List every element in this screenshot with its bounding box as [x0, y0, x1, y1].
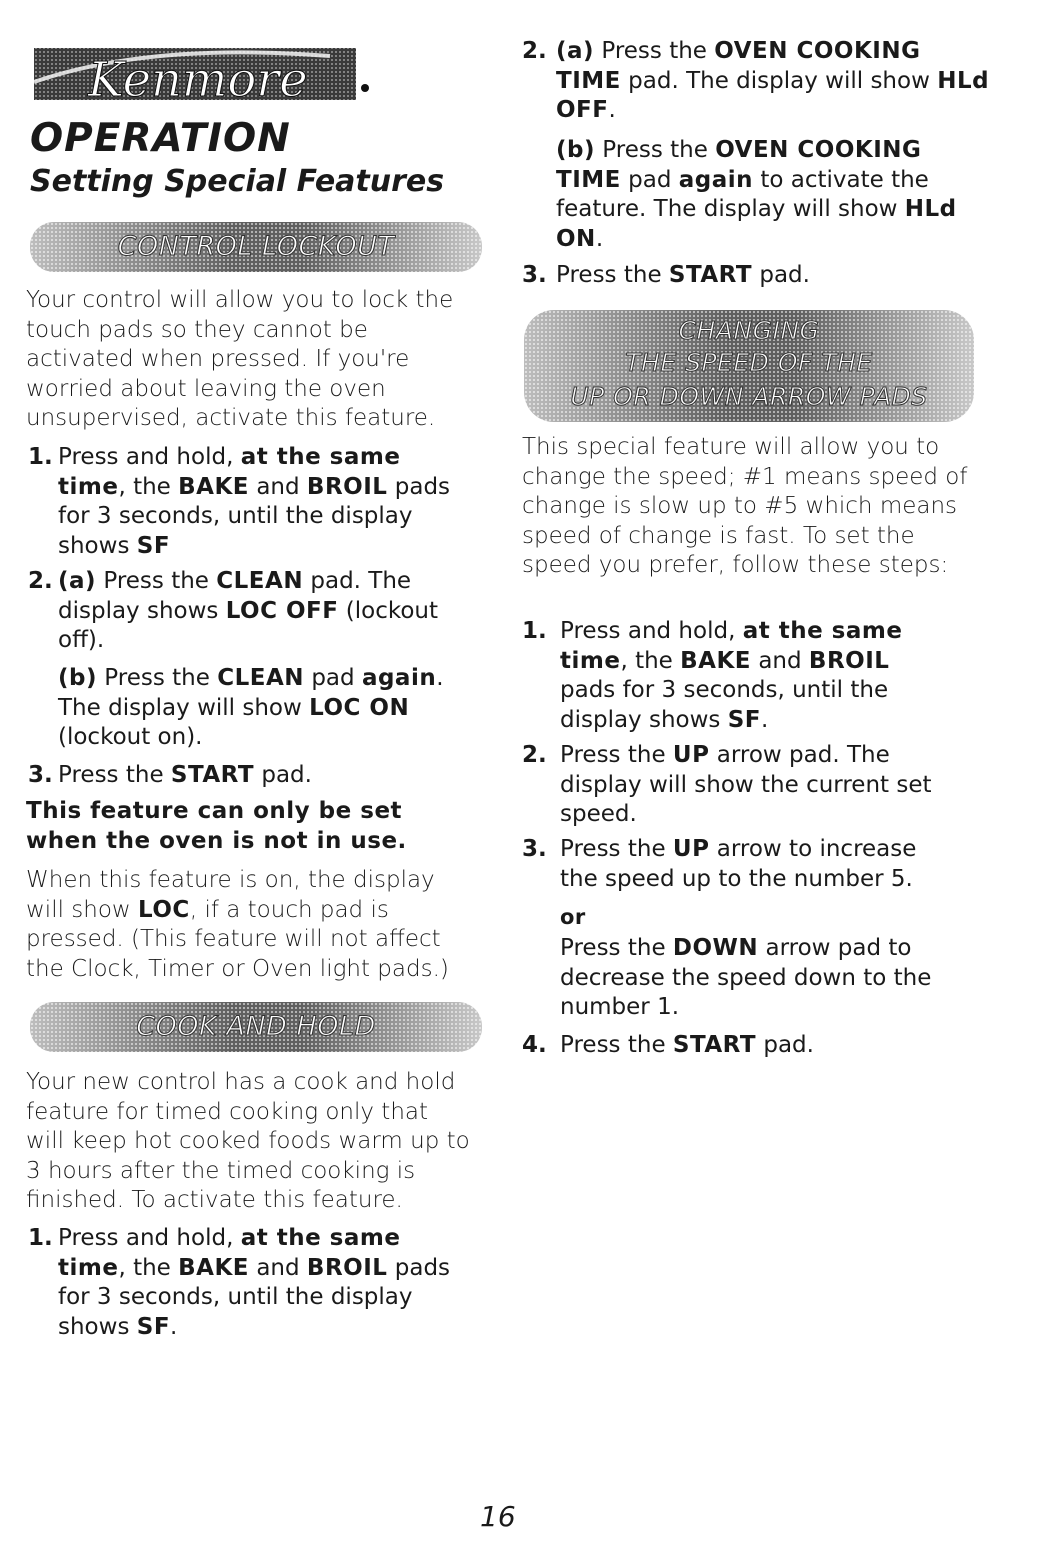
step-text: Press and hold, [560, 618, 743, 644]
step-number: 3. [522, 262, 547, 288]
control-lockout-banner-text: CONTROL LOCKOUT [117, 231, 395, 262]
step-number: 1. [28, 1225, 53, 1251]
step-number: 3. [522, 836, 547, 862]
step-text: pad. The display will show [620, 67, 938, 94]
step-text: to activate the feature. The display will show [556, 166, 929, 222]
step-text: Press the [58, 762, 171, 788]
step-text: pad. [752, 262, 810, 288]
display-code: SF [136, 1313, 171, 1340]
step-text: Press the [560, 1032, 673, 1058]
change-speed-banner-line-3: UP OR DOWN ARROW PADS [570, 382, 928, 411]
step-text: pad. [756, 1032, 814, 1058]
lockout-note [26, 866, 466, 984]
note-text: When this feature is on, the display will show [26, 867, 435, 923]
cookhold-step-2a [522, 37, 992, 126]
start-pad-label: START [672, 1032, 757, 1058]
step-emphasis: again [678, 166, 754, 193]
up-pad-label: UP [672, 836, 710, 862]
step-text: Press the [595, 137, 716, 163]
oven-cooking-time-pad-label: OVEN COOKING TIME [556, 137, 922, 193]
lockout-intro: Your control will allow you to lock the touch pads so they cannot be activated when pressed. If you're worried about leaving the oven unsupervised, activate this feature. [26, 287, 454, 431]
page-title: OPERATION [30, 116, 291, 161]
step-text: . [170, 1313, 178, 1340]
speed-step-1 [522, 617, 942, 735]
logo-registered-dot [361, 84, 369, 92]
cookhold-step-2b [556, 136, 986, 254]
oven-cooking-time-pad-label: OVEN COOKING TIME [556, 38, 921, 94]
step-number: 1. [28, 444, 53, 470]
lockout-step-1 [28, 443, 458, 561]
lockout-warning: This feature can only be set when the oven is not in use. [26, 798, 407, 854]
cookhold-intro: Your new control has a cook and hold feature for timed cooking only that will keep hot cooked foods warm up to 3 hours after the timed cooking is finished. To activate this feature. [26, 1069, 470, 1213]
cook-and-hold-banner [30, 1002, 482, 1052]
step-text: . [761, 706, 769, 733]
up-pad-label: UP [672, 742, 710, 768]
substep-label: (b) [58, 665, 97, 691]
step-text: Press the [560, 935, 673, 961]
step-text: Press and hold, [58, 444, 241, 470]
step-text: and [249, 473, 307, 500]
clean-pad-label: CLEAN [216, 568, 304, 594]
broil-pad-label: BROIL [808, 647, 890, 674]
page-number: 16 [480, 1500, 516, 1533]
step-text: Press the [594, 38, 715, 64]
step-text: pad. [254, 762, 312, 788]
step-text: . [608, 97, 616, 123]
step-text: Press the [560, 742, 673, 768]
start-pad-label: START [170, 762, 255, 788]
lockout-step-2a [28, 567, 468, 656]
kenmore-logo [30, 42, 360, 106]
substep-label: (b) [556, 137, 595, 163]
broil-pad-label: BROIL [306, 1254, 388, 1281]
step-emphasis: again [361, 665, 437, 691]
speed-step-or: or [560, 905, 586, 929]
cookhold-step-3 [522, 261, 992, 291]
display-code: HLd OFF [556, 67, 990, 123]
step-emphasis: at the same time [58, 444, 401, 500]
step-text: , the [118, 1254, 179, 1281]
step-number: 2. [522, 38, 547, 64]
step-text: arrow pad to decrease the speed down to the number 1. [560, 935, 932, 1020]
step-text: . The display will show [58, 665, 444, 721]
step-text: pad [620, 166, 679, 193]
step-emphasis: at the same time [58, 1225, 401, 1281]
lockout-step-2b [58, 664, 468, 753]
step-text: and [751, 647, 809, 674]
step-text: Press the [560, 836, 673, 862]
step-text: , the [620, 647, 681, 674]
step-emphasis: at the same time [560, 618, 903, 674]
display-code: LOC ON [309, 694, 410, 721]
step-number: 4. [522, 1032, 547, 1058]
step-text: . [595, 225, 604, 252]
step-text: pads for 3 seconds, until the display shows [58, 1254, 451, 1340]
step-text: pad. The display shows [58, 568, 412, 624]
step-text: pads for 3 seconds, until the display shows [58, 473, 451, 559]
speed-step-4 [522, 1031, 952, 1061]
display-code: SF [727, 706, 761, 733]
cookhold-step-1 [28, 1224, 458, 1342]
display-code: SF [136, 532, 171, 559]
step-number: 1. [522, 618, 547, 644]
step-number: 3. [28, 762, 53, 788]
speed-step-3b [560, 934, 960, 1023]
change-speed-banner-line-1: CHANGING [678, 316, 820, 345]
broil-pad-label: BROIL [306, 473, 388, 500]
step-text: Press and hold, [58, 1225, 241, 1251]
kenmore-logo-text: Kenmore [88, 52, 308, 106]
change-speed-banner-line-2: THE SPEED OF THE [625, 348, 873, 377]
step-text: (lockout on). [58, 724, 203, 750]
speed-step-3 [522, 835, 952, 894]
step-text: Press the [97, 665, 218, 691]
step-number: 2. [28, 568, 53, 594]
display-code: HLd ON [556, 196, 957, 252]
step-text: arrow to increase the speed up to the number 5. [560, 836, 917, 892]
step-text: arrow pad. The display will show the current set speed. [560, 742, 932, 827]
note-text: , if a touch pad is pressed. (This feature will not affect the Clock, Timer or Oven light pads.) [26, 896, 449, 982]
bake-pad-label: BAKE [680, 647, 752, 674]
bake-pad-label: BAKE [178, 1254, 250, 1281]
step-text: and [249, 1254, 307, 1281]
substep-label: (a) [58, 568, 97, 594]
control-lockout-banner [30, 222, 482, 272]
start-pad-label: START [668, 262, 753, 288]
bake-pad-label: BAKE [178, 473, 250, 500]
step-text: pads for 3 seconds, until the display shows [560, 677, 889, 733]
change-speed-banner [524, 310, 974, 422]
clean-pad-label: CLEAN [217, 665, 305, 691]
step-text: pad [304, 665, 362, 691]
lockout-step-3 [28, 761, 458, 791]
cook-and-hold-banner-text: COOK AND HOLD [136, 1011, 376, 1042]
step-number: 2. [522, 742, 547, 768]
step-text: Press the [96, 568, 217, 594]
substep-label: (a) [556, 38, 595, 64]
down-pad-label: DOWN [672, 935, 759, 961]
display-code: LOC [138, 896, 190, 923]
speed-step-2 [522, 741, 962, 830]
step-text: (lockout off). [58, 597, 439, 653]
step-text: , the [118, 473, 179, 500]
step-text: Press the [556, 262, 669, 288]
display-code: LOC OFF [225, 597, 339, 624]
page-subtitle: Setting Special Features [30, 164, 445, 199]
speed-intro: This special feature will allow you to change the speed; #1 means speed of change is slow up to #5 which means speed of change is fast. To set the speed you prefer, follow these steps: [522, 434, 968, 578]
